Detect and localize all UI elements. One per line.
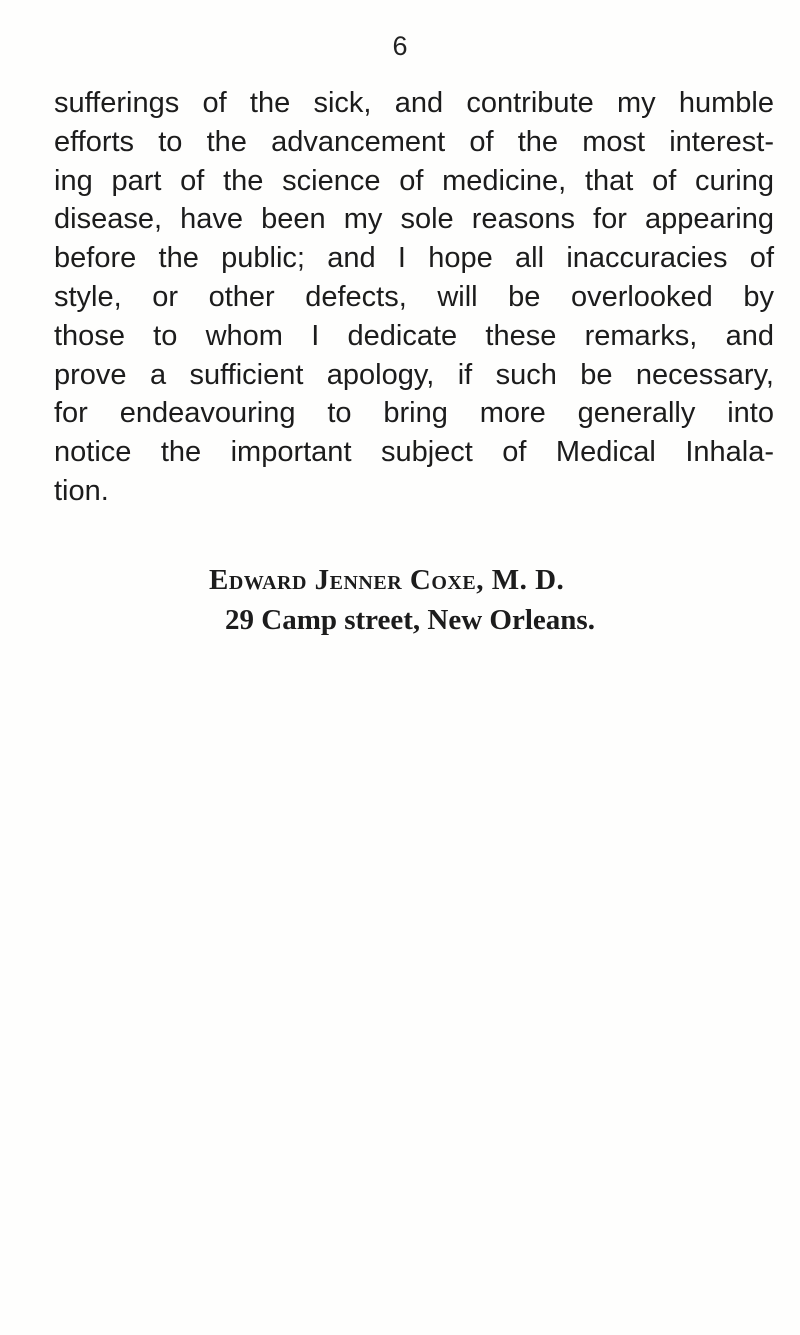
text-line: prove a sufficient apology, if such be necessary, xyxy=(54,358,774,391)
text-line: for endeavouring to bring more generally into xyxy=(54,397,774,430)
text-line: notice the important subject of Medical Inhala- xyxy=(54,436,774,469)
text-line: style, or other defects, will be overlooked by xyxy=(54,280,774,313)
text-line: sufferings of the sick, and contribute my humble xyxy=(54,87,774,119)
text-line: disease, have been my sole reasons for appearing xyxy=(54,203,774,236)
body-paragraph xyxy=(54,84,774,511)
text-line: those to whom I dedicate these remarks, and xyxy=(54,319,774,352)
text-line: ing part of the science of medicine, that of curing xyxy=(54,164,774,197)
text-line: before the public; and I hope all inaccuracies of xyxy=(54,242,774,275)
page-number: 6 xyxy=(392,31,408,61)
author-address: 29 Camp street, New Orleans. xyxy=(225,604,595,636)
author-name: Edward Jenner Coxe, M. D. xyxy=(209,564,565,596)
text-line: efforts to the advancement of the most interest- xyxy=(54,125,774,158)
text-line: tion. xyxy=(54,474,109,507)
